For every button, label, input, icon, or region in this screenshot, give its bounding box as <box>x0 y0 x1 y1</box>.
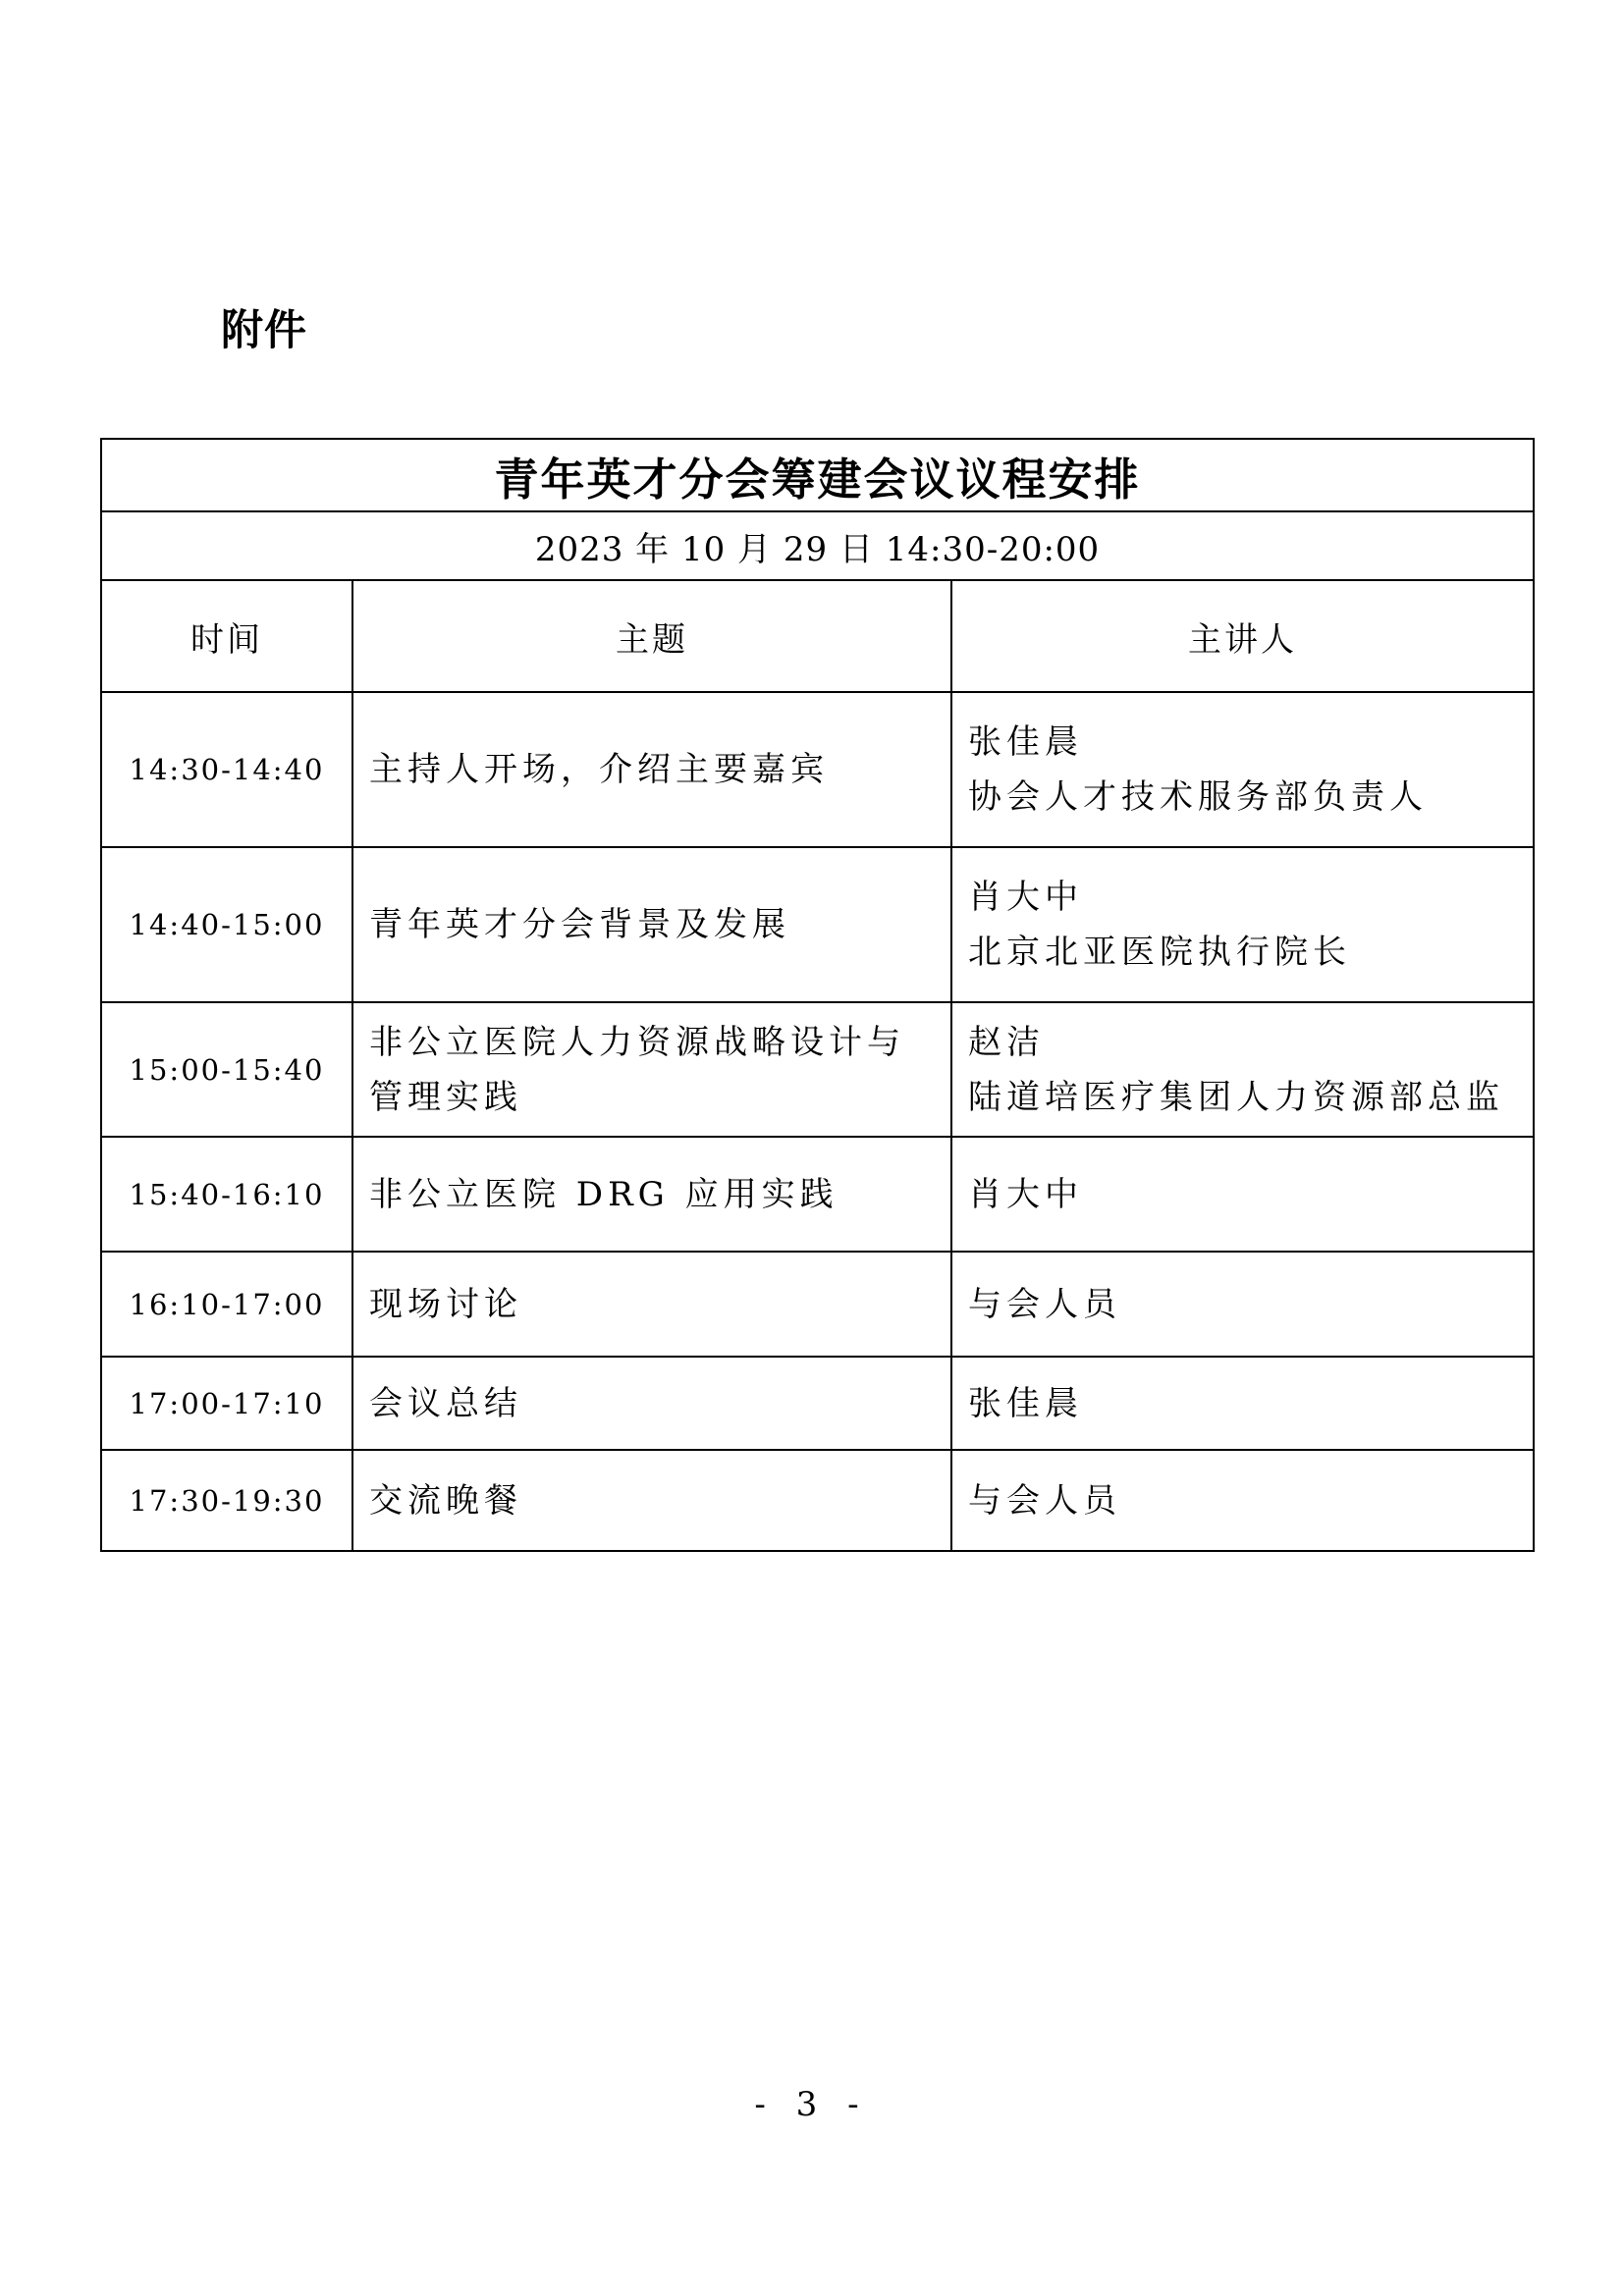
table-row <box>101 1002 1534 1137</box>
topic-cell <box>352 1137 951 1252</box>
topic-line: 非公立医院人力资源战略设计与 <box>369 1022 905 1062</box>
speaker-name: 与会人员 <box>968 1480 1121 1521</box>
speaker-name: 赵洁 <box>968 1022 1045 1062</box>
time-cell: 15:00-15:40 <box>101 1002 352 1137</box>
speaker-cell <box>951 1252 1534 1357</box>
speaker-cell <box>951 1450 1534 1551</box>
page-number: - 3 - <box>754 2085 869 2124</box>
date-row <box>101 511 1534 580</box>
speaker-cell <box>951 1357 1534 1450</box>
header-topic: 主题 <box>352 580 951 692</box>
speaker-title: 协会人才技术服务部负责人 <box>968 777 1428 817</box>
table-row <box>101 1450 1534 1551</box>
topic-line: 管理实践 <box>369 1077 522 1117</box>
speaker-cell <box>951 847 1534 1002</box>
speaker-cell <box>951 1137 1534 1252</box>
topic-line: 青年英才分会背景及发展 <box>369 905 790 944</box>
attachment-label: 附件 <box>221 306 307 355</box>
time-cell: 14:40-15:00 <box>101 847 352 1002</box>
agenda-title: 青年英才分会筹建会议议程安排 <box>101 439 1534 511</box>
topic-cell <box>352 847 951 1002</box>
time-cell: 15:40-16:10 <box>101 1137 352 1252</box>
time-cell: 14:30-14:40 <box>101 692 352 847</box>
header-time: 时间 <box>101 580 352 692</box>
topic-cell <box>352 1357 951 1450</box>
speaker-name: 张佳晨 <box>968 1383 1083 1423</box>
speaker-name: 与会人员 <box>968 1284 1121 1324</box>
topic-line: 会议总结 <box>369 1383 522 1423</box>
topic-cell <box>352 692 951 847</box>
table-row <box>101 847 1534 1002</box>
speaker-name: 张佳晨 <box>968 722 1083 762</box>
table-row <box>101 1137 1534 1252</box>
table-row <box>101 692 1534 847</box>
time-cell: 17:30-19:30 <box>101 1450 352 1551</box>
topic-line: 主持人开场，介绍主要嘉宾 <box>369 750 829 789</box>
speaker-cell <box>951 692 1534 847</box>
time-cell: 17:00-17:10 <box>101 1357 352 1450</box>
topic-line: 现场讨论 <box>369 1284 522 1324</box>
topic-cell <box>352 1252 951 1357</box>
time-cell: 16:10-17:00 <box>101 1252 352 1357</box>
speaker-title: 陆道培医疗集团人力资源部总监 <box>968 1077 1504 1117</box>
topic-line: 交流晚餐 <box>369 1480 522 1521</box>
title-row <box>101 439 1534 511</box>
speaker-cell <box>951 1002 1534 1137</box>
table-row <box>101 1252 1534 1357</box>
header-row <box>101 580 1534 692</box>
speaker-name: 肖大中 <box>968 1174 1083 1214</box>
topic-cell <box>352 1450 951 1551</box>
agenda-date: 2023 年 10 月 29 日 14:30-20:00 <box>101 511 1534 580</box>
topic-cell <box>352 1002 951 1137</box>
header-speaker: 主讲人 <box>951 580 1534 692</box>
table-row <box>101 1357 1534 1450</box>
speaker-title: 北京北亚医院执行院长 <box>968 933 1351 972</box>
agenda-table <box>100 438 1535 1552</box>
speaker-name: 肖大中 <box>968 878 1083 917</box>
topic-line: 非公立医院 DRG 应用实践 <box>369 1174 839 1214</box>
